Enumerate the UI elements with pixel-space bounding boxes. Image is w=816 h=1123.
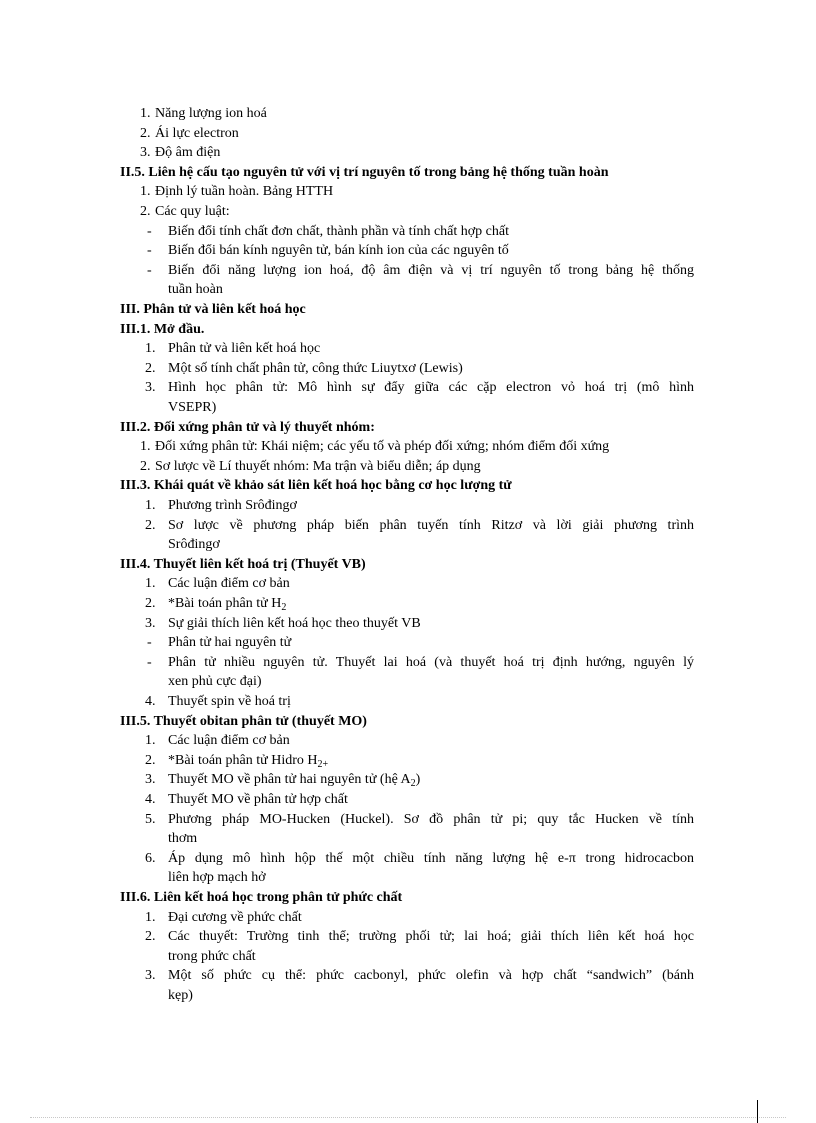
item-number: 2.: [145, 596, 156, 611]
item-number: 2.: [145, 360, 156, 376]
text-main: Một số phức cụ thể: phức cacbonyl, phức olefin và hợp chất “sandwich” (bánh: [168, 968, 694, 984]
heading-text: [120, 556, 366, 573]
text-main: Biến đổi tính chất đơn chất, thành phần và tính chất hợp chất: [168, 223, 509, 239]
heading-text: [120, 321, 204, 338]
item-number: 2.: [145, 752, 156, 768]
text-main: Một số tính chất phân tử, công thức Liuytxơ (Lewis): [168, 360, 463, 376]
item-text: [168, 928, 694, 945]
item-text: [168, 262, 694, 279]
text-main: Đối xứng phân tử: Khái niệm; các yếu tố và phép đối xứng; nhóm điểm đối xứng: [155, 439, 610, 455]
item-text: [155, 144, 220, 161]
text-main: III.2. Đối xứng phân tử và lý thuyết nhóm:: [120, 419, 375, 435]
text-main: Năng lượng ion hoá: [155, 106, 267, 121]
text-main: Các thuyết: Trường tinh thể; trường phối tử; lai hoá; giải thích liên kết hoá học: [168, 929, 694, 945]
item-text: [168, 223, 509, 240]
text-main: Srôđingơ: [168, 537, 220, 553]
text-main: III.4. Thuyết liên kết hoá trị (Thuyết VB): [120, 556, 366, 572]
item-number: 6.: [145, 850, 156, 866]
heading-text: [120, 164, 608, 181]
text-main: trong phức chất: [168, 948, 256, 964]
text-main: Hình học phân tử: Mô hình sự đẩy giữa các cặp electron vỏ hoá trị (mô hình: [168, 380, 694, 396]
heading-text: [120, 713, 367, 730]
item-text: [168, 615, 421, 632]
item-text: [168, 497, 297, 514]
heading-text: [120, 477, 512, 494]
item-text: [168, 830, 197, 847]
text-main: Các luận điểm cơ bản: [168, 576, 290, 592]
text-main: Độ âm điện: [155, 145, 221, 161]
item-number: 1.: [145, 576, 156, 592]
text-main: Biến đổi năng lượng ion hoá, độ âm điện và vị trí nguyên tố trong bảng hệ thống: [168, 262, 694, 278]
text-main: Áp dụng mô hình hộp thế một chiều tính năng lượng hệ e-π trong hidrocacbon: [168, 850, 694, 866]
item-number: 2.: [140, 204, 151, 219]
item-text: [168, 850, 694, 867]
text-main: III.6. Liên kết hoá học trong phân tử phức chất: [120, 890, 403, 905]
text-main: Định lý tuần hoàn. Bảng HTTH: [155, 184, 334, 200]
crop-mark: [757, 1100, 758, 1123]
text-main: Thuyết MO về phân tử hai nguyên tử (hệ A: [168, 772, 411, 788]
item-text: [168, 967, 694, 984]
item-text: [168, 869, 266, 886]
item-number: 1.: [145, 733, 156, 749]
page-bottom-rule: [30, 1117, 786, 1118]
item-text: [168, 634, 291, 651]
text-main: III.5. Thuyết obitan phân tử (thuyết MO): [120, 713, 367, 729]
item-text: [155, 438, 609, 455]
item-text: [168, 987, 193, 1004]
text-main: II.5. Liên hệ cấu tạo nguyên tử với vị trí nguyên tố trong bảng hệ thống tuần hoàn: [120, 164, 609, 180]
item-text: [168, 673, 262, 690]
subscript: 2: [281, 602, 287, 613]
item-text: [168, 693, 291, 710]
item-text: [168, 654, 694, 671]
item-number: 1.: [145, 341, 156, 357]
text-main: kẹp): [168, 988, 193, 1003]
text-main: *Bài toán phân tử Hidro H: [168, 752, 318, 768]
dash-bullet: -: [147, 262, 152, 278]
item-text: [168, 360, 463, 377]
item-text: [168, 536, 220, 553]
item-text: [168, 340, 320, 357]
item-text: [168, 281, 223, 298]
dash-bullet: -: [147, 635, 152, 651]
dash-bullet: -: [147, 243, 152, 259]
text-main: Ái lực electron: [155, 125, 239, 141]
item-text: [155, 105, 267, 122]
text-main: III. Phân tử và liên kết hoá học: [120, 302, 306, 317]
item-number: 1.: [145, 498, 156, 513]
item-text: [155, 203, 230, 220]
text-main: Sơ lược về phương pháp biến phân tuyến tính Ritzơ và lời giải phương trình: [168, 517, 694, 533]
text-main: Sự giải thích liên kết hoá học theo thuyết VB: [168, 615, 421, 631]
item-text: [168, 379, 694, 396]
text-main: Phân tử hai nguyên tử: [168, 635, 292, 651]
text-main: *Bài toán phân tử H: [168, 596, 282, 611]
text-main: Các luận điểm cơ bản: [168, 733, 290, 749]
item-number: 2.: [145, 929, 156, 945]
item-number: 3.: [145, 380, 156, 396]
text-main: III.1. Mở đầu.: [120, 321, 205, 337]
text-main: III.3. Khái quát về khảo sát liên kết hoá học bằng cơ học lượng tử: [120, 478, 512, 494]
text-main: Phương trình Srôđingơ: [168, 498, 297, 513]
text-main: liên hợp mạch hở: [168, 870, 266, 886]
heading-text: [120, 301, 306, 318]
text-main: VSEPR): [168, 400, 217, 415]
text-main: Thuyết MO về phân tử hợp chất: [168, 792, 348, 807]
text-main: Thuyết spin về hoá trị: [168, 694, 291, 709]
item-text: [168, 771, 420, 788]
text-main: Đại cương về phức chất: [168, 909, 302, 925]
item-text: [168, 595, 286, 612]
heading-text: [120, 889, 402, 906]
text-after: ): [415, 772, 421, 788]
text-main: Phân tử nhiều nguyên tử. Thuyết lai hoá (và thuyết hoá trị định hướng, nguyên lý: [168, 654, 694, 670]
subscript: 2+: [317, 758, 329, 770]
item-text: [155, 183, 333, 200]
text-main: Phân tử và liên kết hoá học: [168, 341, 321, 357]
item-text: [168, 909, 302, 926]
item-number: 3.: [145, 615, 156, 631]
text-main: Biến đổi bán kính nguyên tử, bán kính ion của các nguyên tố: [168, 243, 509, 259]
text-main: thơm: [168, 831, 198, 847]
item-text: [155, 458, 481, 475]
item-text: [168, 575, 290, 592]
item-text: [168, 399, 216, 416]
item-text: [155, 125, 239, 142]
text-main: Phương pháp MO-Hucken (Huckel). Sơ đồ phân tử pi; quy tắc Hucken về tính: [168, 811, 694, 827]
item-number: 3.: [140, 145, 151, 161]
item-number: 5.: [145, 811, 156, 827]
text-main: Các quy luật:: [155, 204, 230, 219]
item-number: 2.: [140, 125, 151, 141]
heading-text: [120, 419, 375, 436]
text-main: tuần hoàn: [168, 282, 223, 298]
item-number: 2.: [140, 458, 151, 474]
item-number: 4.: [145, 792, 156, 807]
item-text: [168, 791, 348, 808]
item-number: 1.: [145, 909, 156, 925]
item-number: 1.: [140, 439, 151, 455]
item-text: [168, 948, 256, 965]
item-number: 3.: [145, 968, 156, 984]
item-text: [168, 242, 509, 259]
item-number: 4.: [145, 694, 156, 709]
dash-bullet: -: [147, 654, 152, 670]
text-main: xen phủ cực đại): [168, 674, 262, 690]
item-text: [168, 752, 328, 769]
text-main: Sơ lược về Lí thuyết nhóm: Ma trận và biểu diễn; áp dụng: [155, 458, 481, 474]
item-number: 1.: [140, 106, 151, 121]
item-number: 3.: [145, 772, 156, 788]
item-text: [168, 811, 694, 828]
subscript: 2: [410, 778, 416, 790]
item-number: 2.: [145, 517, 156, 533]
item-text: [168, 732, 290, 749]
item-text: [168, 517, 694, 534]
item-number: 1.: [140, 184, 151, 200]
dash-bullet: -: [147, 223, 152, 239]
